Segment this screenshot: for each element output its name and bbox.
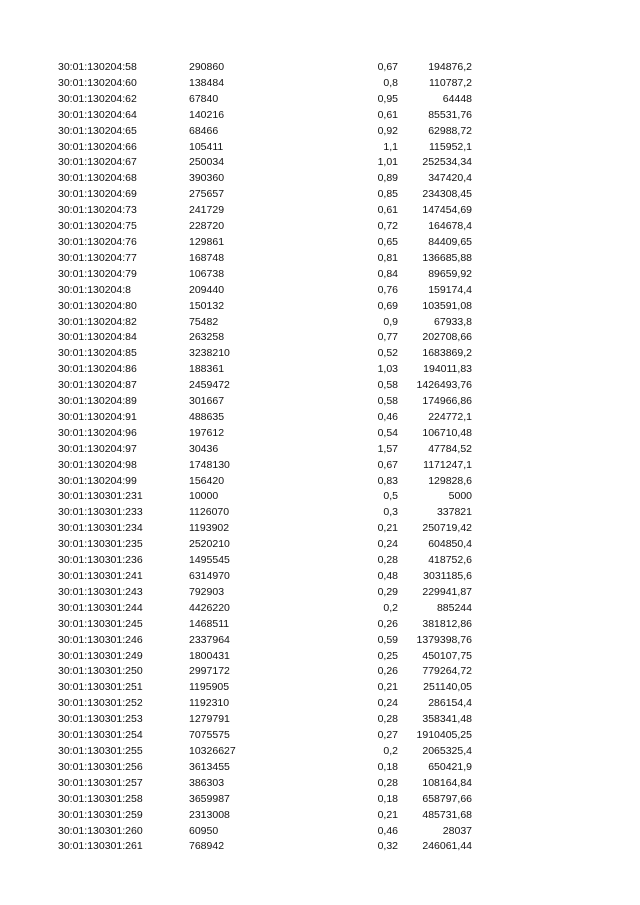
coefficient-cell: 0,46: [377, 824, 398, 837]
cost-value-cell: 164678,4: [428, 220, 472, 233]
area-value-cell: 1195905: [189, 681, 230, 694]
coefficient-cell: 0,52: [377, 347, 398, 360]
coefficient-cell: 0,95: [377, 92, 398, 105]
table-row: [0, 140, 640, 156]
cadastral-number-cell: 30:01:130301:241: [58, 570, 143, 582]
cost-value-cell: 286154,4: [428, 697, 472, 710]
cadastral-number-cell: 30:01:130301:256: [58, 760, 143, 773]
area-value-cell: 263258: [189, 331, 225, 344]
cadastral-number-cell: 30:01:130204:65: [58, 124, 137, 137]
cadastral-number-cell: 30:01:130204:62: [58, 92, 137, 105]
cadastral-number-cell: 30:01:130204:77: [58, 251, 137, 264]
coefficient-cell: 0,72: [377, 220, 398, 233]
cost-value-cell: 115952,1: [428, 140, 472, 153]
coefficient-cell: 0,26: [377, 617, 398, 630]
area-value-cell: 1279791: [189, 713, 230, 726]
area-value-cell: 2997172: [189, 665, 230, 678]
spreadsheet-table: [0, 60, 640, 855]
cost-value-cell: 650421,9: [428, 760, 472, 773]
cost-value-cell: 103591,08: [422, 299, 472, 312]
coefficient-cell: 0,28: [377, 713, 398, 726]
area-value-cell: 1468511: [189, 617, 230, 630]
table-row: [0, 505, 640, 521]
cost-value-cell: 62988,72: [428, 124, 472, 137]
coefficient-cell: 0,59: [377, 633, 398, 646]
cadastral-number-cell: 30:01:130204:86: [58, 363, 137, 376]
table-row: [0, 553, 640, 569]
coefficient-cell: 0,67: [377, 61, 398, 73]
table-row: [0, 664, 640, 680]
area-value-cell: 60950: [189, 824, 219, 837]
cadastral-number-cell: 30:01:130301:235: [58, 538, 143, 551]
cadastral-number-cell: 30:01:130204:64: [58, 108, 137, 121]
cadastral-number-cell: 30:01:130204:98: [58, 458, 137, 471]
area-value-cell: 250034: [189, 156, 225, 169]
table-row: [0, 346, 640, 362]
cadastral-number-cell: 30:01:130301:259: [58, 808, 143, 821]
table-row: [0, 187, 640, 203]
table-row: [0, 696, 640, 712]
cadastral-number-cell: 30:01:130204:69: [58, 188, 137, 201]
coefficient-cell: 0,58: [377, 379, 398, 392]
cost-value-cell: 202708,66: [422, 331, 472, 344]
coefficient-cell: 0,27: [377, 729, 398, 742]
cadastral-number-cell: 30:01:130301:254: [58, 729, 143, 742]
area-value-cell: 2459472: [189, 379, 230, 392]
area-value-cell: 386303: [189, 776, 225, 789]
table-row: [0, 633, 640, 649]
coefficient-cell: 0,32: [377, 840, 398, 853]
cadastral-number-cell: 30:01:130301:258: [58, 792, 143, 805]
area-value-cell: 792903: [189, 585, 225, 598]
area-value-cell: 10326627: [189, 744, 236, 757]
area-value-cell: 150132: [189, 299, 225, 312]
area-value-cell: 1126070: [189, 506, 230, 519]
cadastral-number-cell: 30:01:130204:96: [58, 426, 137, 439]
coefficient-cell: 0,28: [377, 554, 398, 567]
table-row: [0, 808, 640, 824]
area-value-cell: 390360: [189, 172, 225, 185]
table-row: [0, 330, 640, 346]
coefficient-cell: 0,46: [377, 410, 398, 423]
cadastral-number-cell: 30:01:130301:250: [58, 665, 143, 678]
cost-value-cell: 85531,76: [428, 108, 472, 121]
cost-value-cell: 174966,86: [422, 395, 472, 408]
coefficient-cell: 1,03: [377, 363, 398, 376]
table-row: [0, 251, 640, 267]
cost-value-cell: 108164,84: [422, 776, 472, 789]
table-row: [0, 474, 640, 490]
coefficient-cell: 0,26: [377, 665, 398, 678]
area-value-cell: 4426220: [189, 601, 230, 614]
area-value-cell: 2313008: [189, 808, 230, 821]
cadastral-number-cell: 30:01:130204:73: [58, 204, 137, 217]
cost-value-cell: 47784,52: [428, 442, 472, 455]
cost-value-cell: 129828,6: [428, 474, 472, 487]
coefficient-cell: 0,89: [377, 172, 398, 185]
cadastral-number-cell: 30:01:130204:76: [58, 235, 137, 248]
coefficient-cell: 0,58: [377, 395, 398, 408]
table-row: [0, 124, 640, 140]
table-row: [0, 171, 640, 187]
cadastral-number-cell: 30:01:130204:8: [58, 283, 131, 296]
coefficient-cell: 0,61: [377, 108, 398, 121]
coefficient-cell: 0,92: [377, 124, 398, 137]
coefficient-cell: 0,54: [377, 426, 398, 439]
table-row: [0, 792, 640, 808]
coefficient-cell: 0,77: [377, 331, 398, 344]
cadastral-number-cell: 30:01:130204:58: [58, 61, 137, 73]
table-row: [0, 537, 640, 553]
cadastral-number-cell: 30:01:130301:249: [58, 649, 143, 662]
area-value-cell: 106738: [189, 267, 225, 280]
area-value-cell: 1192310: [189, 697, 230, 710]
cadastral-number-cell: 30:01:130204:97: [58, 442, 137, 455]
cost-value-cell: 110787,2: [428, 76, 472, 89]
table-row: [0, 235, 640, 251]
table-row: [0, 601, 640, 617]
cadastral-number-cell: 30:01:130204:84: [58, 331, 137, 344]
coefficient-cell: 1,01: [377, 156, 398, 169]
table-row: [0, 760, 640, 776]
area-value-cell: 2520210: [189, 538, 230, 551]
cadastral-number-cell: 30:01:130301:251: [58, 681, 143, 694]
table-row: [0, 521, 640, 537]
area-value-cell: 3238210: [189, 347, 230, 360]
cost-value-cell: 337821: [436, 506, 472, 519]
cadastral-number-cell: 30:01:130301:236: [58, 554, 143, 567]
table-row: [0, 60, 640, 76]
table-row: [0, 203, 640, 219]
area-value-cell: 156420: [189, 474, 225, 487]
cost-value-cell: 1171247,1: [423, 458, 472, 471]
cadastral-number-cell: 30:01:130301:243: [58, 585, 143, 598]
cadastral-number-cell: 30:01:130301:233: [58, 506, 143, 519]
cost-value-cell: 381812,86: [422, 617, 472, 630]
cost-value-cell: 250719,42: [422, 522, 472, 535]
table-row: [0, 776, 640, 792]
coefficient-cell: 0,83: [377, 474, 398, 487]
area-value-cell: 105411: [189, 140, 224, 153]
area-value-cell: 10000: [189, 490, 219, 503]
table-row: [0, 585, 640, 601]
cadastral-number-cell: 30:01:130301:234: [58, 522, 143, 535]
table-row: [0, 649, 640, 665]
area-value-cell: 768942: [189, 840, 225, 853]
cadastral-number-cell: 30:01:130301:257: [58, 776, 143, 789]
area-value-cell: 138484: [189, 76, 225, 89]
coefficient-cell: 0,24: [377, 697, 398, 710]
area-value-cell: 1495545: [189, 554, 230, 567]
cost-value-cell: 84409,65: [428, 235, 472, 248]
area-value-cell: 75482: [189, 315, 219, 328]
table-row: [0, 219, 640, 235]
table-row: [0, 712, 640, 728]
area-value-cell: 2337964: [189, 633, 230, 646]
area-value-cell: 1800431: [189, 649, 230, 662]
area-value-cell: 1193902: [189, 522, 230, 535]
area-value-cell: 3659987: [189, 792, 230, 805]
coefficient-cell: 0,24: [377, 538, 398, 551]
cost-value-cell: 224772,1: [428, 410, 472, 423]
cost-value-cell: 5000: [448, 490, 472, 503]
coefficient-cell: 0,76: [377, 283, 398, 296]
area-value-cell: 301667: [189, 395, 225, 408]
area-value-cell: 6314970: [189, 570, 230, 582]
coefficient-cell: 0,28: [377, 776, 398, 789]
area-value-cell: 488635: [189, 410, 225, 423]
cadastral-number-cell: 30:01:130301:261: [58, 840, 143, 853]
area-value-cell: 67840: [189, 92, 219, 105]
cost-value-cell: 252534,34: [422, 156, 472, 169]
coefficient-cell: 0,3: [383, 506, 398, 519]
cost-value-cell: 1379398,76: [416, 633, 472, 646]
cadastral-number-cell: 30:01:130204:67: [58, 156, 137, 169]
cost-value-cell: 358341,48: [422, 713, 472, 726]
area-value-cell: 30436: [189, 442, 219, 455]
area-value-cell: 3613455: [189, 760, 230, 773]
cost-value-cell: 3031185,6: [423, 570, 472, 582]
cadastral-number-cell: 30:01:130301:245: [58, 617, 143, 630]
coefficient-cell: 0,25: [377, 649, 398, 662]
coefficient-cell: 0,48: [377, 570, 398, 582]
coefficient-cell: 0,18: [377, 792, 398, 805]
area-value-cell: 129861: [189, 235, 225, 248]
coefficient-cell: 0,9: [383, 315, 398, 328]
cadastral-number-cell: 30:01:130204:82: [58, 315, 137, 328]
area-value-cell: 140216: [189, 108, 225, 121]
table-row: [0, 76, 640, 92]
area-value-cell: 290860: [189, 61, 225, 73]
coefficient-cell: 0,69: [377, 299, 398, 312]
table-row: [0, 426, 640, 442]
cost-value-cell: 67933,8: [434, 315, 472, 328]
coefficient-cell: 0,81: [377, 251, 398, 264]
table-row: [0, 394, 640, 410]
coefficient-cell: 1,57: [377, 442, 398, 455]
coefficient-cell: 0,21: [377, 808, 398, 821]
table-row: [0, 680, 640, 696]
table-row: [0, 315, 640, 331]
cost-value-cell: 604850,4: [428, 538, 472, 551]
table-row: [0, 267, 640, 283]
table-row: [0, 155, 640, 171]
cost-value-cell: 1683869,2: [422, 347, 472, 360]
table-row: [0, 458, 640, 474]
table-row: [0, 410, 640, 426]
table-row: [0, 92, 640, 108]
cadastral-number-cell: 30:01:130301:260: [58, 824, 143, 837]
coefficient-cell: 0,84: [377, 267, 398, 280]
area-value-cell: 7075575: [189, 729, 230, 742]
cost-value-cell: 1910405,25: [416, 729, 472, 742]
cost-value-cell: 779264,72: [422, 665, 472, 678]
area-value-cell: 209440: [189, 283, 225, 296]
cadastral-number-cell: 30:01:130204:87: [58, 379, 137, 392]
cost-value-cell: 246061,44: [422, 840, 472, 853]
table-row: [0, 839, 640, 855]
coefficient-cell: 0,5: [383, 490, 398, 503]
coefficient-cell: 0,2: [383, 744, 398, 757]
cost-value-cell: 2065325,4: [422, 744, 472, 757]
area-value-cell: 241729: [189, 204, 225, 217]
area-value-cell: 68466: [189, 124, 219, 137]
cadastral-number-cell: 30:01:130204:60: [58, 76, 137, 89]
coefficient-cell: 0,8: [383, 76, 398, 89]
table-row: [0, 378, 640, 394]
cost-value-cell: 147454,69: [422, 204, 472, 217]
coefficient-cell: 0,21: [377, 681, 398, 694]
coefficient-cell: 0,29: [377, 585, 398, 598]
cadastral-number-cell: 30:01:130204:85: [58, 347, 137, 360]
cadastral-number-cell: 30:01:130204:75: [58, 220, 137, 233]
table-row: [0, 362, 640, 378]
area-value-cell: 197612: [189, 426, 225, 439]
cost-value-cell: 106710,48: [422, 426, 472, 439]
table-row: [0, 283, 640, 299]
cost-value-cell: 89659,92: [428, 267, 472, 280]
cadastral-number-cell: 30:01:130204:99: [58, 474, 137, 487]
cadastral-number-cell: 30:01:130204:79: [58, 267, 137, 280]
table-row: [0, 108, 640, 124]
cost-value-cell: 234308,45: [422, 188, 472, 201]
cost-value-cell: 28037: [442, 824, 472, 837]
table-row: [0, 824, 640, 840]
cadastral-number-cell: 30:01:130204:68: [58, 172, 137, 185]
coefficient-cell: 1,1: [383, 140, 398, 153]
cost-value-cell: 347420,4: [428, 172, 472, 185]
cadastral-number-cell: 30:01:130301:231: [58, 490, 143, 503]
cost-value-cell: 450107,75: [422, 649, 472, 662]
cost-value-cell: 485731,68: [422, 808, 472, 821]
table-row: [0, 442, 640, 458]
coefficient-cell: 0,61: [377, 204, 398, 217]
coefficient-cell: 0,65: [377, 235, 398, 248]
cost-value-cell: 885244: [436, 601, 472, 614]
cadastral-number-cell: 30:01:130301:252: [58, 697, 143, 710]
cadastral-number-cell: 30:01:130301:255: [58, 744, 143, 757]
table-row: [0, 489, 640, 505]
area-value-cell: 1748130: [189, 458, 230, 471]
table-row: [0, 744, 640, 760]
cadastral-number-cell: 30:01:130204:80: [58, 299, 137, 312]
table-row: [0, 299, 640, 315]
cost-value-cell: 194876,2: [428, 61, 472, 73]
coefficient-cell: 0,67: [377, 458, 398, 471]
table-row: [0, 728, 640, 744]
area-value-cell: 168748: [189, 251, 225, 264]
cost-value-cell: 658797,66: [422, 792, 472, 805]
area-value-cell: 188361: [189, 363, 225, 376]
cost-value-cell: 418752,6: [428, 554, 472, 567]
cadastral-number-cell: 30:01:130204:66: [58, 140, 137, 153]
cadastral-number-cell: 30:01:130204:89: [58, 395, 137, 408]
cost-value-cell: 64448: [442, 92, 472, 105]
coefficient-cell: 0,85: [377, 188, 398, 201]
cost-value-cell: 251140,05: [423, 681, 472, 694]
coefficient-cell: 0,18: [377, 760, 398, 773]
coefficient-cell: 0,2: [383, 601, 398, 614]
cadastral-number-cell: 30:01:130301:244: [58, 601, 143, 614]
area-value-cell: 228720: [189, 220, 225, 233]
cost-value-cell: 159174,4: [428, 283, 472, 296]
table-row: [0, 617, 640, 633]
cost-value-cell: 194011,83: [423, 363, 472, 376]
table-row: [0, 569, 640, 585]
cost-value-cell: 1426493,76: [416, 379, 472, 392]
cadastral-number-cell: 30:01:130301:246: [58, 633, 143, 646]
area-value-cell: 275657: [189, 188, 225, 201]
cost-value-cell: 229941,87: [422, 585, 472, 598]
cadastral-number-cell: 30:01:130204:91: [58, 410, 137, 423]
coefficient-cell: 0,21: [377, 522, 398, 535]
cadastral-number-cell: 30:01:130301:253: [58, 713, 143, 726]
cost-value-cell: 136685,88: [422, 251, 472, 264]
